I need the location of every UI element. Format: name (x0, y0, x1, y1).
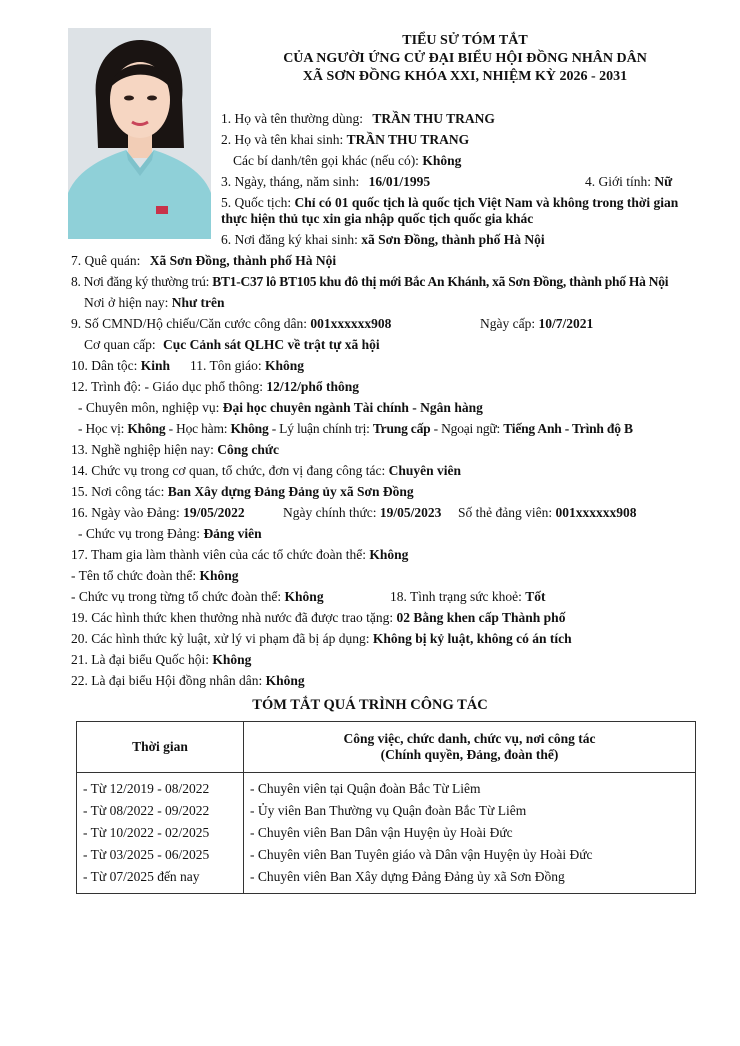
field-current-residence: Nơi ở hiện nay: Như trên (84, 295, 225, 310)
field-party-position: - Chức vụ trong Đảng: Đảng viên (78, 526, 262, 541)
candidate-photo (68, 28, 211, 239)
field-alias: Các bí danh/tên gọi khác (nếu có): Không (233, 153, 462, 168)
field-workplace: 15. Nơi công tác: Ban Xây dựng Đảng Đảng ủy xã Sơn Đồng (71, 484, 414, 499)
document-title: TIỂU SỬ TÓM TẮT (402, 33, 528, 48)
field-major: - Chuyên môn, nghiệp vụ: Đại học chuyên ngành Tài chính - Ngân hàng (78, 400, 483, 415)
portrait-illustration (68, 28, 211, 239)
field-occupation: 13. Nghề nghiệp hiện nay: Công chức (71, 442, 279, 457)
field-position: 14. Chức vụ trong cơ quan, tổ chức, đơn vị đang công tác: Chuyên viên (71, 463, 461, 478)
field-ethnicity: 10. Dân tộc: Kinh (71, 358, 171, 373)
time-entry: - Từ 08/2022 - 09/2022 (83, 803, 210, 818)
work-history-table (76, 721, 696, 894)
field-birth-name: 2. Họ và tên khai sinh: TRẦN THU TRANG (221, 132, 470, 147)
field-org-name: - Tên tổ chức đoàn thể: Không (71, 568, 239, 583)
job-entry: - Chuyên viên tại Quận đoàn Bắc Từ Liêm (250, 781, 481, 796)
job-entry: - Chuyên viên Ban Dân vận Huyện ủy Hoài Đức (250, 825, 513, 840)
field-party-join-date: 16. Ngày vào Đảng: 19/05/2022 (71, 505, 245, 520)
field-common-name: 1. Họ và tên thường dùng: TRẦN THU TRANG (221, 111, 495, 126)
field-peoples-council: 22. Là đại biểu Hội đồng nhân dân: Không (71, 673, 305, 688)
field-religion: 11. Tôn giáo: Không (190, 358, 305, 373)
field-nationality: 5. Quốc tịch: Chỉ có 01 quốc tịch là quốc tịch Việt Nam và không trong thời gian (221, 195, 679, 210)
table-header-row (77, 722, 696, 773)
field-party-card: Số thẻ đảng viên: 001xxxxxx908 (458, 505, 637, 520)
column-header-time: Thời gian (77, 722, 244, 773)
field-qualifications: - Học vị: Không - Học hàm: Không - Lý luận chính trị: Trung cấp - Ngoại ngữ: Tiếng Anh - Trình độ B (78, 421, 633, 436)
time-entry: - Từ 12/2019 - 08/2022 (83, 781, 210, 796)
field-org-position: - Chức vụ trong từng tổ chức đoàn thể: Không (71, 589, 324, 604)
field-organizations: 17. Tham gia làm thành viên của các tổ chức đoàn thể: Không (71, 547, 409, 562)
column-header-job: Công việc, chức danh, chức vụ, nơi công tác (Chính quyền, Đảng, đoàn thể) (244, 722, 696, 773)
field-birth-registration: 6. Nơi đăng ký khai sinh: xã Sơn Đồng, thành phố Hà Nội (221, 232, 545, 247)
field-permanent-address: 8. Nơi đăng ký thường trú: BT1-C37 lô BT105 khu đô thị mới Bắc An Khánh, xã Sơn Đồng, thành phố Hà Nội (71, 274, 669, 289)
field-gender: 4. Giới tính: Nữ (585, 174, 673, 189)
field-education: 12. Trình độ: - Giáo dục phổ thông: 12/12/phổ thông (71, 379, 360, 394)
work-history-title: TÓM TẮT QUÁ TRÌNH CÔNG TÁC (252, 697, 488, 713)
field-awards: 19. Các hình thức khen thưởng nhà nước đã được trao tặng: 02 Bằng khen cấp Thành phố (71, 610, 566, 625)
job-entry: - Chuyên viên Ban Tuyên giáo và Dân vận Huyện ủy Hoài Đức (250, 847, 593, 862)
field-dob: 3. Ngày, tháng, năm sinh: 16/01/1995 (221, 174, 431, 189)
field-issue-date: Ngày cấp: 10/7/2021 (480, 316, 594, 331)
field-nationality-cont: thực hiện thủ tục xin gia nhập quốc tịch quốc gia khác (221, 211, 534, 226)
job-cell (244, 773, 696, 894)
job-entry: - Chuyên viên Ban Xây dựng Đảng Đảng ủy xã Sơn Đồng (250, 869, 565, 884)
time-cell (77, 773, 244, 894)
time-entry: - Từ 07/2025 đến nay (83, 869, 200, 884)
table-row (77, 773, 696, 894)
field-discipline: 20. Các hình thức kỷ luật, xử lý vi phạm đã bị áp dụng: Không bị kỷ luật, không có án tích (71, 631, 572, 646)
field-hometown: 7. Quê quán: Xã Sơn Đồng, thành phố Hà Nội (71, 253, 337, 268)
field-party-official-date: Ngày chính thức: 19/05/2023 (283, 505, 442, 520)
time-entry: - Từ 03/2025 - 06/2025 (83, 847, 210, 862)
job-entry: - Ủy viên Ban Thường vụ Quận đoàn Bắc Từ Liêm (250, 803, 527, 818)
document-subtitle: CỦA NGƯỜI ỨNG CỬ ĐẠI BIỂU HỘI ĐỒNG NHÂN DÂN (283, 51, 647, 66)
document-term: XÃ SƠN ĐỒNG KHÓA XXI, NHIỆM KỲ 2026 - 2031 (302, 69, 628, 84)
time-entry: - Từ 10/2022 - 02/2025 (83, 825, 210, 840)
field-issuer: Cơ quan cấp: Cục Cảnh sát QLHC về trật tự xã hội (84, 337, 380, 352)
field-national-assembly: 21. Là đại biểu Quốc hội: Không (71, 652, 252, 667)
field-id-number: 9. Số CMND/Hộ chiếu/Căn cước công dân: 001xxxxxx908 (71, 316, 392, 331)
field-health: 18. Tình trạng sức khoẻ: Tốt (390, 589, 546, 604)
